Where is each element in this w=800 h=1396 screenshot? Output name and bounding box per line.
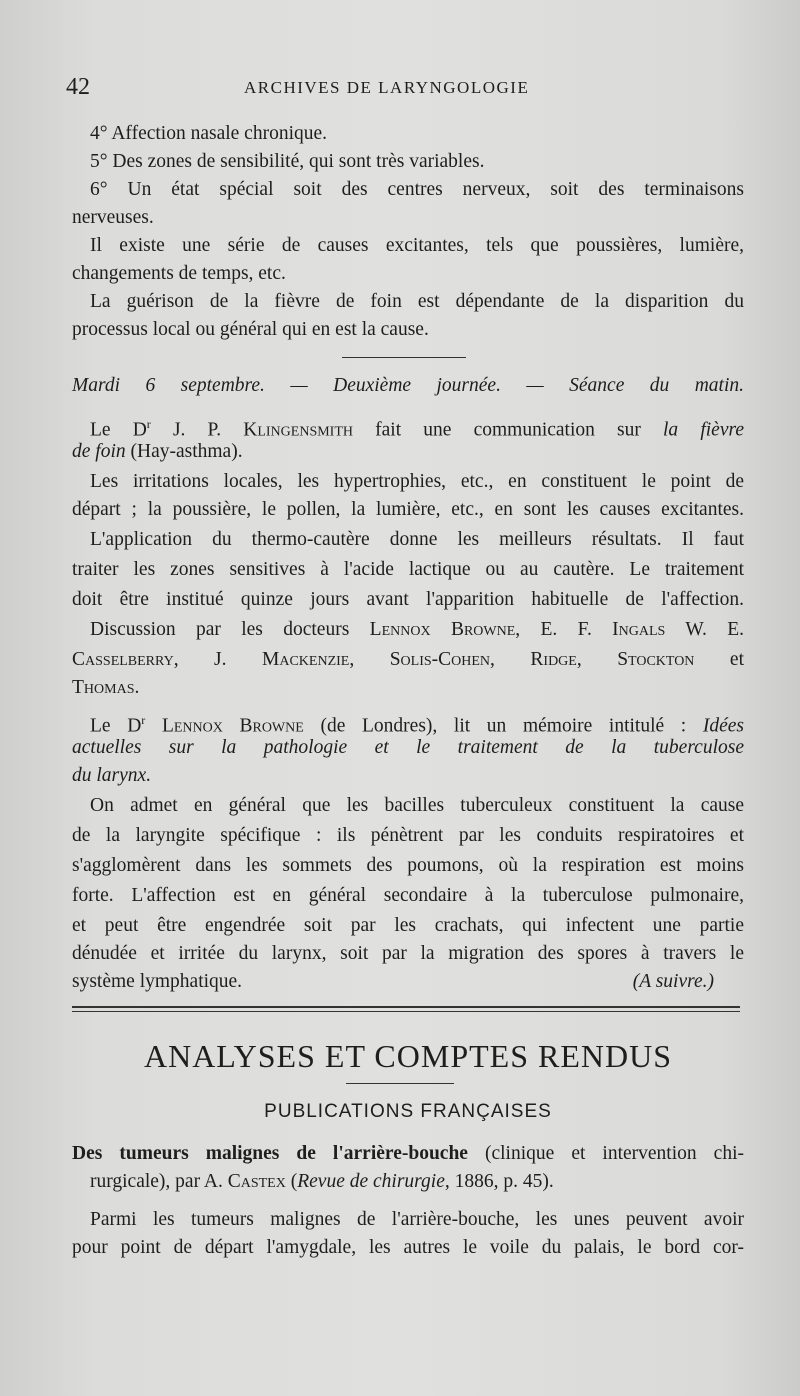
text-line: nerveuses. bbox=[72, 207, 154, 228]
text-line: Le $D^r$ Lennox Browne (de Londres), lit un mémoire intitulé : Idées bbox=[90, 713, 744, 737]
text-line: Les irritations locales, les hypertrophies, etc., en constituent le point de bbox=[90, 471, 744, 492]
text-line: Thomas. bbox=[72, 677, 140, 698]
text-line: Il existe une série de causes excitantes, tels que poussières, lumière, bbox=[90, 235, 744, 256]
author-name: Klingensmith bbox=[243, 419, 354, 441]
text-line: départ ; la poussière, le pollen, la lumière, etc., en sont les causes excitantes. bbox=[72, 499, 744, 520]
article-title: Des tumeurs malignes de l'arrière-bouche bbox=[72, 1143, 468, 1164]
text-line: 5° Des zones de sensibilité, qui sont très variables. bbox=[90, 151, 485, 172]
page-header bbox=[66, 74, 746, 104]
text-line: actuelles sur la pathologie et le traitement de la tuberculose bbox=[72, 737, 744, 758]
text-line: doit être institué quinze jours avant l'apparition habituelle de l'affection. bbox=[72, 589, 744, 610]
text-line: changements de temps, etc. bbox=[72, 263, 286, 284]
article-heading: Des tumeurs malignes de l'arrière-bouche (clinique et intervention chi- bbox=[72, 1143, 744, 1164]
author-name: Lennox Browne bbox=[161, 715, 304, 737]
text-line: système lymphatique. (A suivre.) bbox=[72, 968, 744, 996]
text-line: Parmi les tumeurs malignes de l'arrière-bouche, les unes peuvent avoir bbox=[90, 1209, 744, 1230]
text-line: Discussion par les docteurs Lennox Browne, E. F. Ingals W. E. bbox=[90, 619, 744, 640]
text-line: dénudée et irritée du larynx, soit par la migration des spores à travers le bbox=[72, 943, 744, 964]
page-number: 42 bbox=[66, 74, 90, 100]
author-name: Castex bbox=[227, 1171, 286, 1192]
journal-name: Revue de chirurgie bbox=[297, 1171, 445, 1192]
text-line: 4° Affection nasale chronique. bbox=[90, 123, 328, 144]
section-title: ANALYSES ET COMPTES RENDUS bbox=[143, 1038, 673, 1074]
text-line: de la laryngite spécifique : ils pénètrent par les conduits respiratoires et bbox=[72, 825, 744, 846]
text-line: s'agglomèrent dans les sommets des poumons, où la respiration est moins bbox=[72, 855, 744, 876]
text-line: processus local ou général qui en est la cause. bbox=[72, 319, 429, 340]
text-line: forte. L'affection est en général secondaire à la tuberculose pulmonaire, bbox=[72, 885, 744, 906]
article-citation: rurgicale), par A. Castex (Revue de chirurgie, 1886, p. 45). bbox=[90, 1171, 554, 1192]
running-title: ARCHIVES DE LARYNGOLOGIE bbox=[244, 78, 530, 97]
double-rule-top bbox=[72, 1006, 740, 1008]
text-line: Casselberry, J. Mackenzie, Solis-Cohen, Ridge, Stockton et bbox=[72, 649, 744, 670]
text-line: de foin (Hay-asthma). bbox=[72, 441, 243, 462]
text-line: et peut être engendrée soit par les crachats, qui infectent une partie bbox=[72, 915, 744, 936]
text-line: On admet en général que les bacilles tuberculeux constituent la cause bbox=[90, 795, 744, 816]
section-subtitle: PUBLICATIONS FRANÇAISES bbox=[264, 1101, 552, 1122]
to-be-continued: (A suivre.) bbox=[632, 971, 714, 992]
text-line: pour point de départ l'amygdale, les autres le voile du palais, le bord cor- bbox=[72, 1237, 744, 1258]
text-line: 6° Un état spécial soit des centres nerveux, soit des terminaisons bbox=[90, 179, 744, 200]
section-divider bbox=[342, 357, 466, 358]
double-rule-bottom bbox=[72, 1011, 740, 1012]
text-line: traiter les zones sensitives à l'acide lactique ou au cautère. Le traitement bbox=[72, 559, 744, 580]
text-line: La guérison de la fièvre de foin est dépendante de la disparition du bbox=[90, 291, 744, 312]
author-names: Casselberry, J. Mackenzie, Solis-Cohen, Ridge, Stockton bbox=[72, 649, 695, 670]
text-line: L'application du thermo-cautère donne les meilleurs résultats. Il faut bbox=[90, 529, 744, 550]
text-line: du larynx. bbox=[72, 765, 152, 786]
text-line: Le $D^r$ J. P. Klingensmith fait une communication sur la fièvre bbox=[90, 417, 744, 441]
title-divider bbox=[346, 1083, 454, 1084]
author-names: Lennox Browne, E. F. Ingals W. E. bbox=[369, 619, 744, 640]
session-heading: Mardi 6 septembre. — Deuxième journée. — Séance du matin. bbox=[72, 375, 744, 396]
